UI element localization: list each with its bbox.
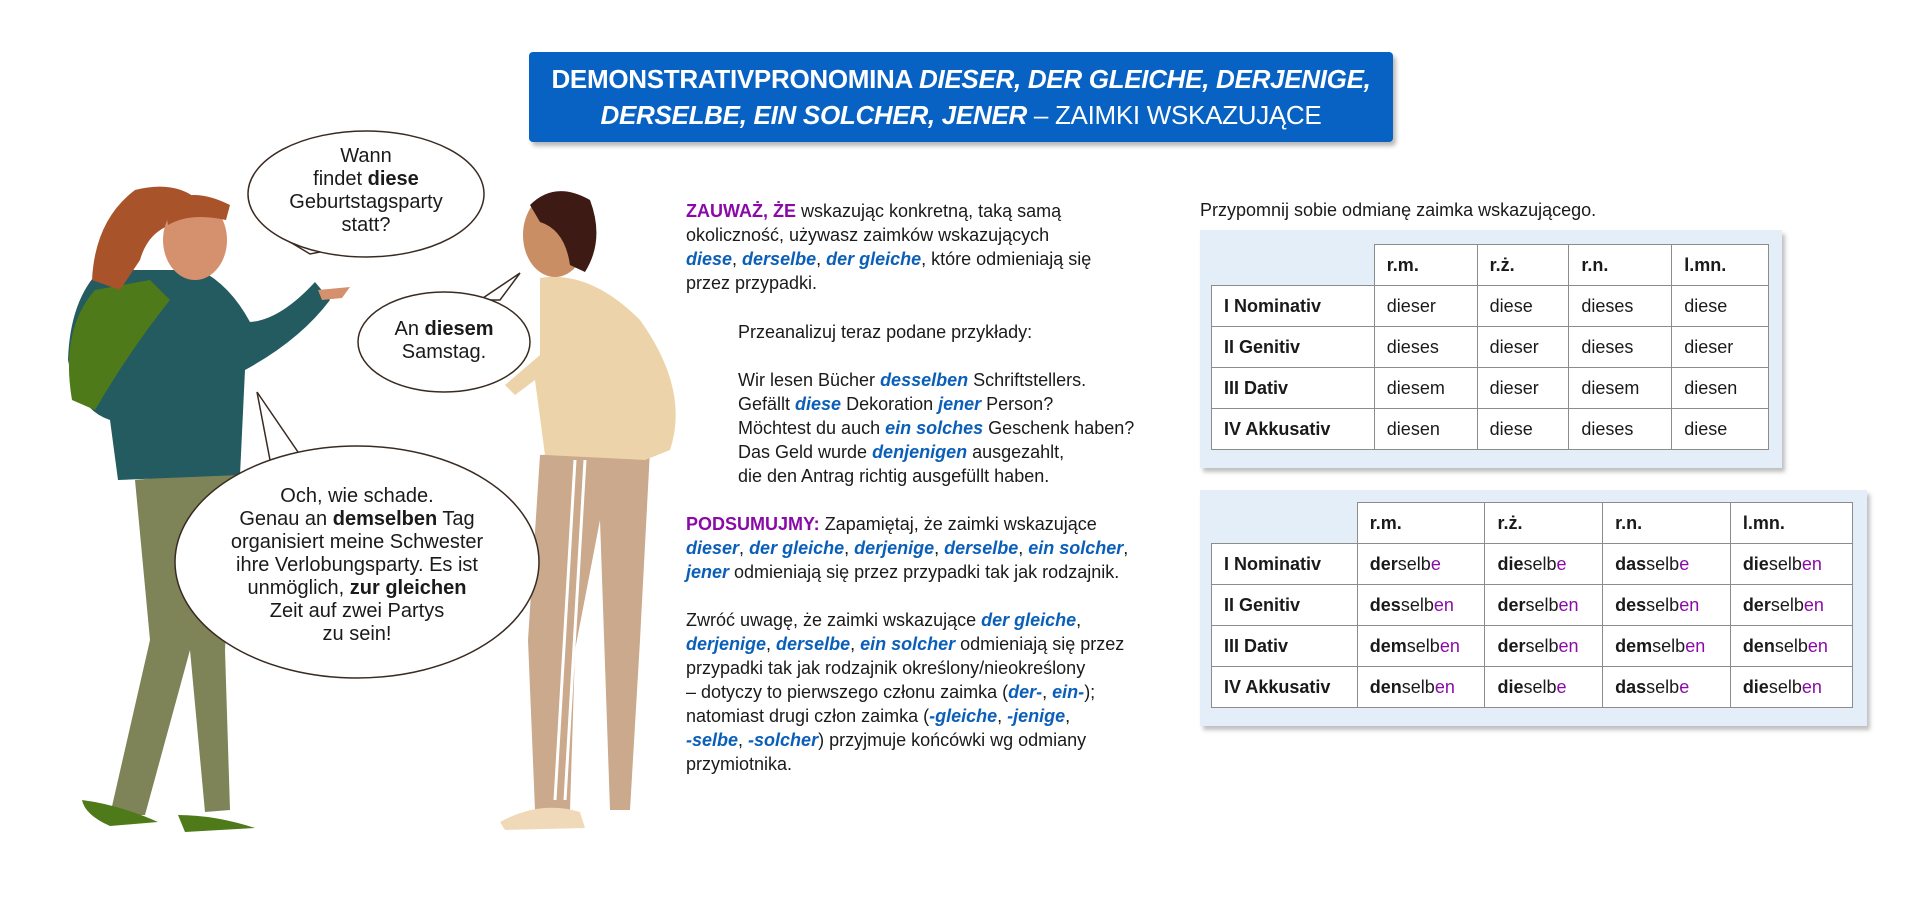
text-segment: ,	[738, 730, 749, 750]
speech-bubble-answer	[364, 318, 524, 364]
stem-part: selb	[1774, 635, 1808, 656]
boy-figure	[500, 191, 676, 830]
dieser-declension-table	[1211, 244, 1769, 450]
text-segment: ,	[844, 538, 855, 558]
text-segment: ,	[1123, 538, 1129, 558]
text-segment: organisiert meine Schwester	[230, 531, 484, 553]
text-segment: Geburtstagsparty	[289, 191, 443, 213]
form-cell	[1485, 585, 1603, 626]
form-cell: dieses	[1569, 286, 1672, 327]
text-segment: Och, wie schade.	[280, 485, 434, 507]
speech-bubble-question	[258, 145, 474, 237]
article-part: dem	[1369, 635, 1407, 656]
text-segment: Zapamiętaj, że zaimki wskazujące	[819, 514, 1097, 534]
form-cell: diese	[1672, 286, 1769, 327]
form-cell: dieser	[1374, 286, 1477, 327]
stem-part: selb	[1770, 594, 1804, 615]
stem-part: selb	[1646, 676, 1680, 697]
derselbe-declension-table	[1211, 502, 1853, 708]
article-part: des	[1369, 594, 1401, 615]
text-segment: Tag	[437, 508, 475, 530]
text-segment: ,	[816, 249, 827, 269]
text-segment: ,	[732, 249, 743, 269]
article-part: des	[1615, 594, 1647, 615]
column-header: l.mn.	[1730, 503, 1852, 544]
ending-part: en	[1807, 635, 1828, 656]
text-segment: odmieniają się przez przypadki tak jak rodzajnik.	[729, 562, 1120, 582]
text-segment: ,	[1018, 538, 1029, 558]
examples-intro	[738, 320, 1032, 344]
form-cell: diese	[1672, 409, 1769, 450]
form-cell	[1357, 585, 1485, 626]
case-label: I Nominativ	[1212, 544, 1358, 585]
attention-paragraph	[686, 608, 1124, 776]
article-part: der	[1742, 594, 1771, 615]
stem-part: selb	[1646, 594, 1680, 615]
keyword: ein solcher	[1028, 538, 1124, 558]
table2-panel	[1200, 490, 1867, 726]
text-segment: ihre Verlobungsparty. Es ist	[236, 554, 478, 576]
keyword: derjenige	[854, 538, 935, 558]
text-segment: przymiotnika.	[686, 754, 793, 774]
text-segment: unmöglich,	[247, 577, 350, 599]
form-cell: dieser	[1672, 327, 1769, 368]
stem-part: selb	[1768, 676, 1802, 697]
column-header: r.m.	[1374, 245, 1477, 286]
article-part: den	[1369, 676, 1402, 697]
form-cell: diesem	[1374, 368, 1477, 409]
form-cell	[1603, 626, 1731, 667]
ending-part: e	[1679, 553, 1690, 574]
stem-part: selb	[1525, 594, 1559, 615]
page-title	[529, 52, 1393, 142]
article-part: die	[1497, 553, 1524, 574]
ending-part: en	[1685, 635, 1706, 656]
table-row	[1212, 368, 1769, 409]
text-segment: okoliczność, używasz zaimków wskazujących	[686, 225, 1050, 245]
text-segment: ausgezahlt,	[967, 442, 1065, 462]
stem-part: selb	[1768, 553, 1802, 574]
keyword: derselbe	[742, 249, 817, 269]
stem-part: selb	[1652, 635, 1686, 656]
text-segment: Samstag.	[401, 341, 487, 363]
text-segment: ,	[1042, 682, 1053, 702]
form-cell	[1485, 544, 1603, 585]
ending-part: en	[1439, 635, 1460, 656]
form-cell: diesen	[1374, 409, 1477, 450]
form-cell	[1603, 585, 1731, 626]
form-cell	[1485, 626, 1603, 667]
column-header: r.ż.	[1485, 503, 1603, 544]
ending-part: e	[1679, 676, 1690, 697]
text-segment: findet	[313, 168, 368, 190]
case-label: II Genitiv	[1212, 327, 1375, 368]
keyword: demselben	[332, 508, 438, 530]
form-cell: diesen	[1672, 368, 1769, 409]
text-segment: Zeit auf zwei Partys	[269, 600, 445, 622]
ending-part: en	[1801, 553, 1822, 574]
title-italic-text: DIESER, DER GLEICHE, DERJENIGE,	[918, 64, 1371, 94]
stem-part: selb	[1400, 594, 1434, 615]
text-segment: ,	[850, 634, 861, 654]
stem-part: selb	[1406, 635, 1440, 656]
table-row	[1212, 286, 1769, 327]
article-part: die	[1742, 553, 1769, 574]
ending-part: en	[1434, 676, 1455, 697]
keyword: derjenige	[686, 634, 767, 654]
stem-part: selb	[1523, 676, 1557, 697]
text-segment: Wann	[340, 145, 392, 167]
text-segment: ,	[739, 538, 750, 558]
keyword: zur gleichen	[349, 577, 467, 599]
form-cell	[1730, 667, 1852, 708]
text-segment: Genau an	[239, 508, 333, 530]
case-label: III Dativ	[1212, 368, 1375, 409]
form-cell	[1357, 626, 1485, 667]
article-part: der	[1369, 553, 1398, 574]
form-cell: dieser	[1477, 327, 1569, 368]
text-segment: ,	[1065, 706, 1071, 726]
keyword: ein-	[1052, 682, 1085, 702]
text-segment: ,	[766, 634, 777, 654]
table-row	[1212, 667, 1853, 708]
case-label: III Dativ	[1212, 626, 1358, 667]
highlight-label: ZAUWAŻ, ŻE	[686, 201, 796, 221]
text-segment: natomiast drugi człon zaimka (	[686, 706, 930, 726]
stem-part: selb	[1523, 553, 1557, 574]
text-segment: Geschenk haben?	[983, 418, 1135, 438]
stem-part: selb	[1525, 635, 1559, 656]
form-cell	[1485, 667, 1603, 708]
ending-part: e	[1556, 553, 1567, 574]
article-part: der	[1497, 594, 1526, 615]
title-text: DEMONSTRATIVPRONOMINA	[551, 64, 919, 94]
header-row	[1212, 245, 1769, 286]
column-header: r.ż.	[1477, 245, 1569, 286]
form-cell: diese	[1477, 286, 1569, 327]
column-header: l.mn.	[1672, 245, 1769, 286]
case-label: I Nominativ	[1212, 286, 1375, 327]
ending-part: e	[1430, 553, 1441, 574]
keyword: dieser	[686, 538, 740, 558]
text-segment: przez przypadki.	[686, 273, 818, 293]
form-cell: diesem	[1569, 368, 1672, 409]
text-segment: przypadki tak jak rodzajnik określony/nieokreślony	[686, 658, 1086, 678]
text-segment: , które odmieniają się	[921, 249, 1092, 269]
text-segment: statt?	[341, 214, 391, 236]
case-label: IV Akkusativ	[1212, 409, 1375, 450]
keyword: derselbe	[776, 634, 851, 654]
table-row	[1212, 327, 1769, 368]
text-segment: Przeanalizuj teraz podane przykłady:	[738, 322, 1033, 342]
article-part: die	[1742, 676, 1769, 697]
title-italic-text: DERSELBE, EIN SOLCHER, JENER	[600, 100, 1027, 130]
keyword: ein solcher	[860, 634, 956, 654]
keyword: diesem	[424, 318, 494, 340]
text-segment: Zwróć uwagę, że zaimki wskazujące	[686, 610, 982, 630]
text-segment: );	[1084, 682, 1096, 702]
keyword: jener	[938, 394, 982, 414]
keyword: der gleiche	[981, 610, 1077, 630]
text-segment: Person?	[981, 394, 1054, 414]
speech-bubble-reply	[190, 485, 524, 646]
article-part: der	[1497, 635, 1526, 656]
keyword: -jenige	[1007, 706, 1066, 726]
text-segment: An	[394, 318, 425, 340]
tables-intro: Przypomnij sobie odmianę zaimka wskazującego.	[1200, 200, 1597, 220]
article-part: den	[1742, 635, 1775, 656]
keyword: -gleiche	[929, 706, 998, 726]
ending-part: en	[1558, 635, 1579, 656]
text-segment: ,	[934, 538, 945, 558]
form-cell	[1603, 544, 1731, 585]
ending-part: en	[1679, 594, 1700, 615]
ending-part: en	[1801, 676, 1822, 697]
article-part: dem	[1615, 635, 1653, 656]
table-row	[1212, 409, 1769, 450]
table-row	[1212, 585, 1853, 626]
article-part: das	[1615, 553, 1647, 574]
summary-paragraph	[686, 512, 1128, 584]
stem-part: selb	[1646, 553, 1680, 574]
table-row	[1212, 544, 1853, 585]
text-segment: – dotyczy to pierwszego członu zaimka (	[686, 682, 1009, 702]
form-cell	[1357, 667, 1485, 708]
stem-part: selb	[1397, 553, 1431, 574]
ending-part: en	[1433, 594, 1454, 615]
form-cell	[1730, 626, 1852, 667]
form-cell: dieses	[1569, 409, 1672, 450]
text-segment: wskazując konkretną, taką samą	[796, 201, 1062, 221]
corner-cell	[1212, 245, 1375, 286]
text-segment: Das Geld wurde	[738, 442, 873, 462]
keyword: diese	[686, 249, 733, 269]
text-segment: Möchtest du auch	[738, 418, 886, 438]
keyword: -solcher	[748, 730, 819, 750]
text-segment: ,	[1076, 610, 1082, 630]
form-cell	[1603, 667, 1731, 708]
ending-part: en	[1803, 594, 1824, 615]
article-part: das	[1615, 676, 1647, 697]
keyword: -selbe	[686, 730, 739, 750]
keyword: der gleiche	[749, 538, 845, 558]
column-header: r.m.	[1357, 503, 1485, 544]
examples-list	[738, 368, 1134, 488]
table1-panel	[1200, 230, 1782, 468]
table-row	[1212, 626, 1853, 667]
article-part: die	[1497, 676, 1524, 697]
form-cell: dieses	[1569, 327, 1672, 368]
stem-part: selb	[1401, 676, 1435, 697]
text-segment: zu sein!	[322, 623, 392, 645]
form-cell	[1357, 544, 1485, 585]
highlight-label: PODSUMUJMY:	[686, 514, 820, 534]
note-paragraph	[686, 199, 1091, 295]
text-segment: ,	[997, 706, 1008, 726]
column-header: r.n.	[1603, 503, 1731, 544]
form-cell: dieser	[1477, 368, 1569, 409]
case-label: II Genitiv	[1212, 585, 1358, 626]
keyword: desselben	[880, 370, 969, 390]
text-segment: odmieniają się przez	[955, 634, 1125, 654]
keyword: der gleiche	[826, 249, 922, 269]
text-segment: Dekoration	[841, 394, 939, 414]
title-subtitle: – ZAIMKI WSKAZUJĄCE	[1026, 100, 1322, 130]
keyword: derselbe	[944, 538, 1019, 558]
ending-part: en	[1558, 594, 1579, 615]
text-segment: Gefällt	[738, 394, 796, 414]
header-row	[1212, 503, 1853, 544]
form-cell: diese	[1477, 409, 1569, 450]
text-segment: die den Antrag richtig ausgefüllt haben.	[738, 466, 1050, 486]
keyword: diese	[367, 168, 419, 190]
case-label: IV Akkusativ	[1212, 667, 1358, 708]
corner-cell	[1212, 503, 1358, 544]
keyword: ein solches	[885, 418, 984, 438]
keyword: jener	[686, 562, 730, 582]
form-cell	[1730, 544, 1852, 585]
form-cell	[1730, 585, 1852, 626]
text-segment: Wir lesen Bücher	[738, 370, 881, 390]
ending-part: e	[1556, 676, 1567, 697]
text-segment: ) przyjmuje końcówki wg odmiany	[818, 730, 1087, 750]
keyword: diese	[795, 394, 842, 414]
keyword: denjenigen	[872, 442, 968, 462]
keyword: der-	[1008, 682, 1043, 702]
form-cell: dieses	[1374, 327, 1477, 368]
column-header: r.n.	[1569, 245, 1672, 286]
text-segment: Schriftstellers.	[968, 370, 1087, 390]
